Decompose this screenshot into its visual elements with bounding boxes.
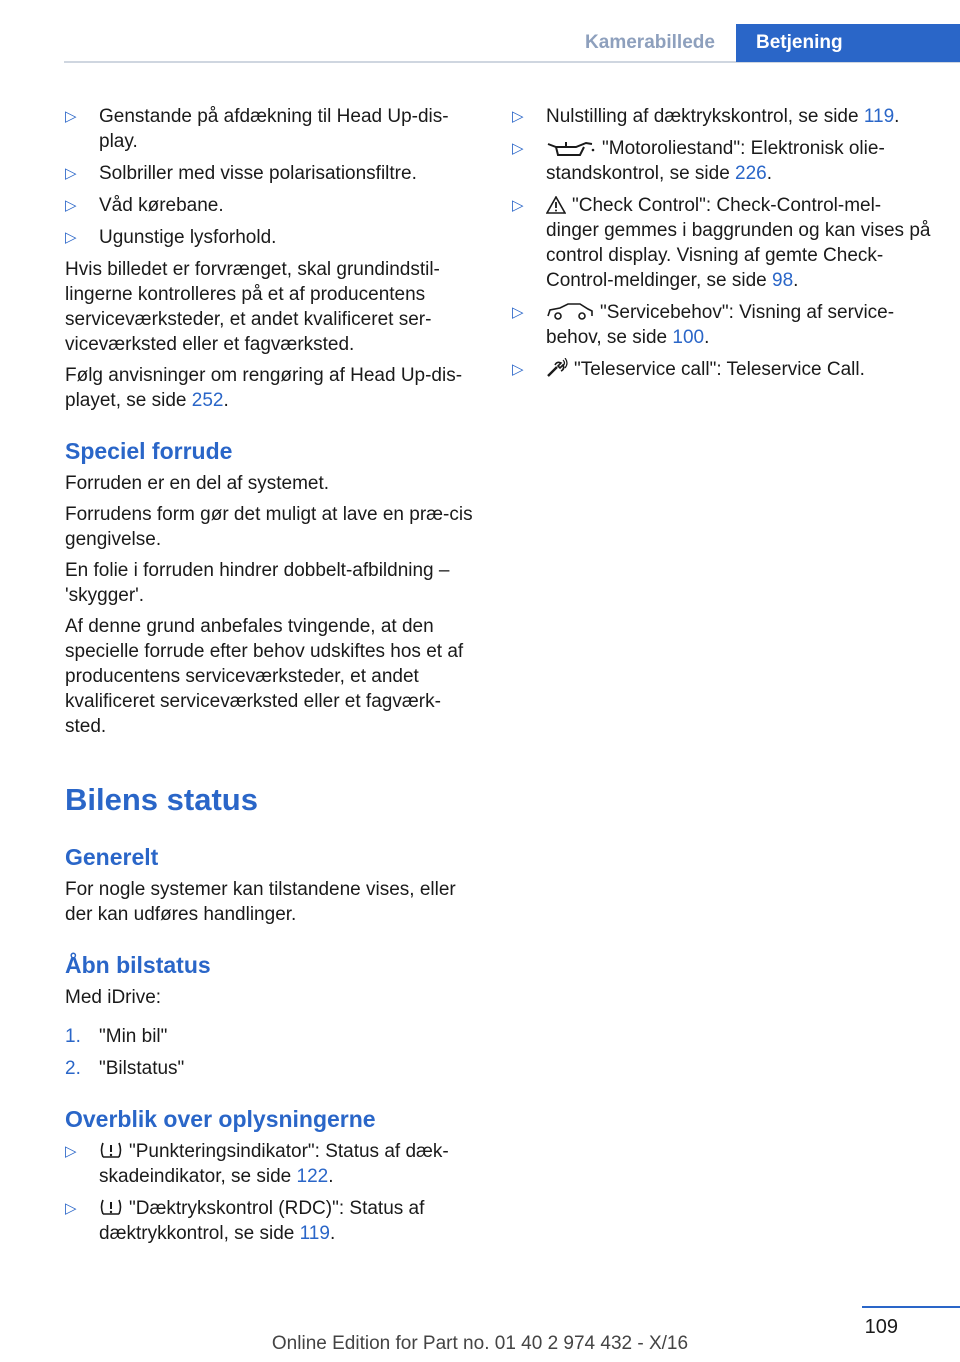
list-item: ▷ "Motoroliestand": Elektronisk olie-standskontrol, se side 226.	[512, 138, 885, 184]
edition-line: Online Edition for Part no. 01 40 2 974 432 - X/16	[271, 1333, 689, 1354]
list-item: ▷ Våd kørebane.	[65, 195, 224, 216]
page-link[interactable]: 98	[772, 270, 794, 291]
heading-aabn-bilstatus: Åbn bilstatus	[65, 952, 211, 978]
oil-can-icon	[546, 139, 596, 157]
page-link[interactable]: 100	[672, 327, 705, 348]
list-item: ▷ Genstande på afdækning til Head Up-dis-play.	[65, 106, 449, 152]
tab-betjening[interactable]: Betjening	[736, 24, 960, 62]
list-item: ▷ Nulstilling af dæktrykskontrol, se side 119.	[512, 106, 900, 127]
paragraph: For nogle systemer kan tilstandene vises, eller der kan udføres handlinger.	[65, 879, 456, 925]
page-link[interactable]: 252	[191, 390, 224, 411]
heading-generelt: Generelt	[65, 844, 159, 870]
left-column	[65, 104, 480, 1253]
tire-warning-icon	[99, 1197, 123, 1217]
page-link[interactable]: 226	[735, 163, 767, 184]
page-link[interactable]: 122	[296, 1166, 329, 1187]
heading-speciel-forrude: Speciel forrude	[65, 438, 233, 464]
list-item: ▷ "Dæktrykskontrol (RDC)": Status af dæktrykkontrol, se side 119.	[65, 1198, 425, 1244]
paragraph: Forrudens form gør det muligt at lave en præ-cis gengivelse.	[65, 504, 473, 550]
paragraph: Af denne grund anbefales tvingende, at den specielle forrude efter behov udskiftes hos et af producentens serviceværksteder, et andet kvalificeret serviceværksted eller et fagværk-sted.	[65, 616, 464, 737]
list-item: ▷ "Punkteringsindikator": Status af dæk-skadeindikator, se side 122.	[65, 1141, 449, 1187]
tire-warning-icon	[99, 1140, 123, 1160]
car-service-icon	[546, 303, 594, 321]
tab-kamerabillede[interactable]: Kamerabillede	[585, 32, 715, 53]
page-link[interactable]: 119	[299, 1223, 330, 1244]
list-item: ▷ "Check Control": Check-Control-mel-dinger gemmes i baggrunden og kan vises på control display. Visning af gemte Check-Control-meldinger, se side 98.	[512, 195, 931, 291]
paragraph: Følg anvisninger om rengøring af Head Up-dis-playet, se side 252.	[65, 365, 463, 411]
list-item: ▷ Solbriller med visse polarisationsfiltre.	[65, 163, 417, 184]
list-item: ▷ "Teleservice call": Teleservice Call.	[512, 359, 865, 380]
list-item: 1. "Min bil"	[65, 1026, 168, 1047]
heading-bilens-status: Bilens status	[65, 782, 258, 817]
wrench-call-icon	[546, 358, 568, 378]
list-item: 2. "Bilstatus"	[65, 1058, 185, 1079]
paragraph: Med iDrive:	[65, 987, 162, 1008]
footer-rule	[862, 1306, 960, 1308]
paragraph: Hvis billedet er forvrænget, skal grundindstil-lingerne kontrolleres på et af producentens serviceværksteder, et andet kvalificeret ser-viceværksted eller et fagværksted.	[65, 259, 440, 355]
right-column	[512, 104, 932, 389]
page-number: 109	[864, 1316, 898, 1338]
paragraph: En folie i forruden hindrer dobbelt-afbildning – 'skygger'.	[65, 560, 450, 606]
list-item: ▷ Ugunstige lysforhold.	[65, 227, 277, 248]
warning-triangle-icon	[546, 196, 566, 214]
list-item: ▷ "Servicebehov": Visning af service-behov, se side 100.	[512, 302, 895, 348]
paragraph: Forruden er en del af systemet.	[65, 473, 330, 494]
page-link[interactable]: 119	[863, 106, 895, 127]
heading-overblik: Overblik over oplysningerne	[65, 1106, 376, 1132]
